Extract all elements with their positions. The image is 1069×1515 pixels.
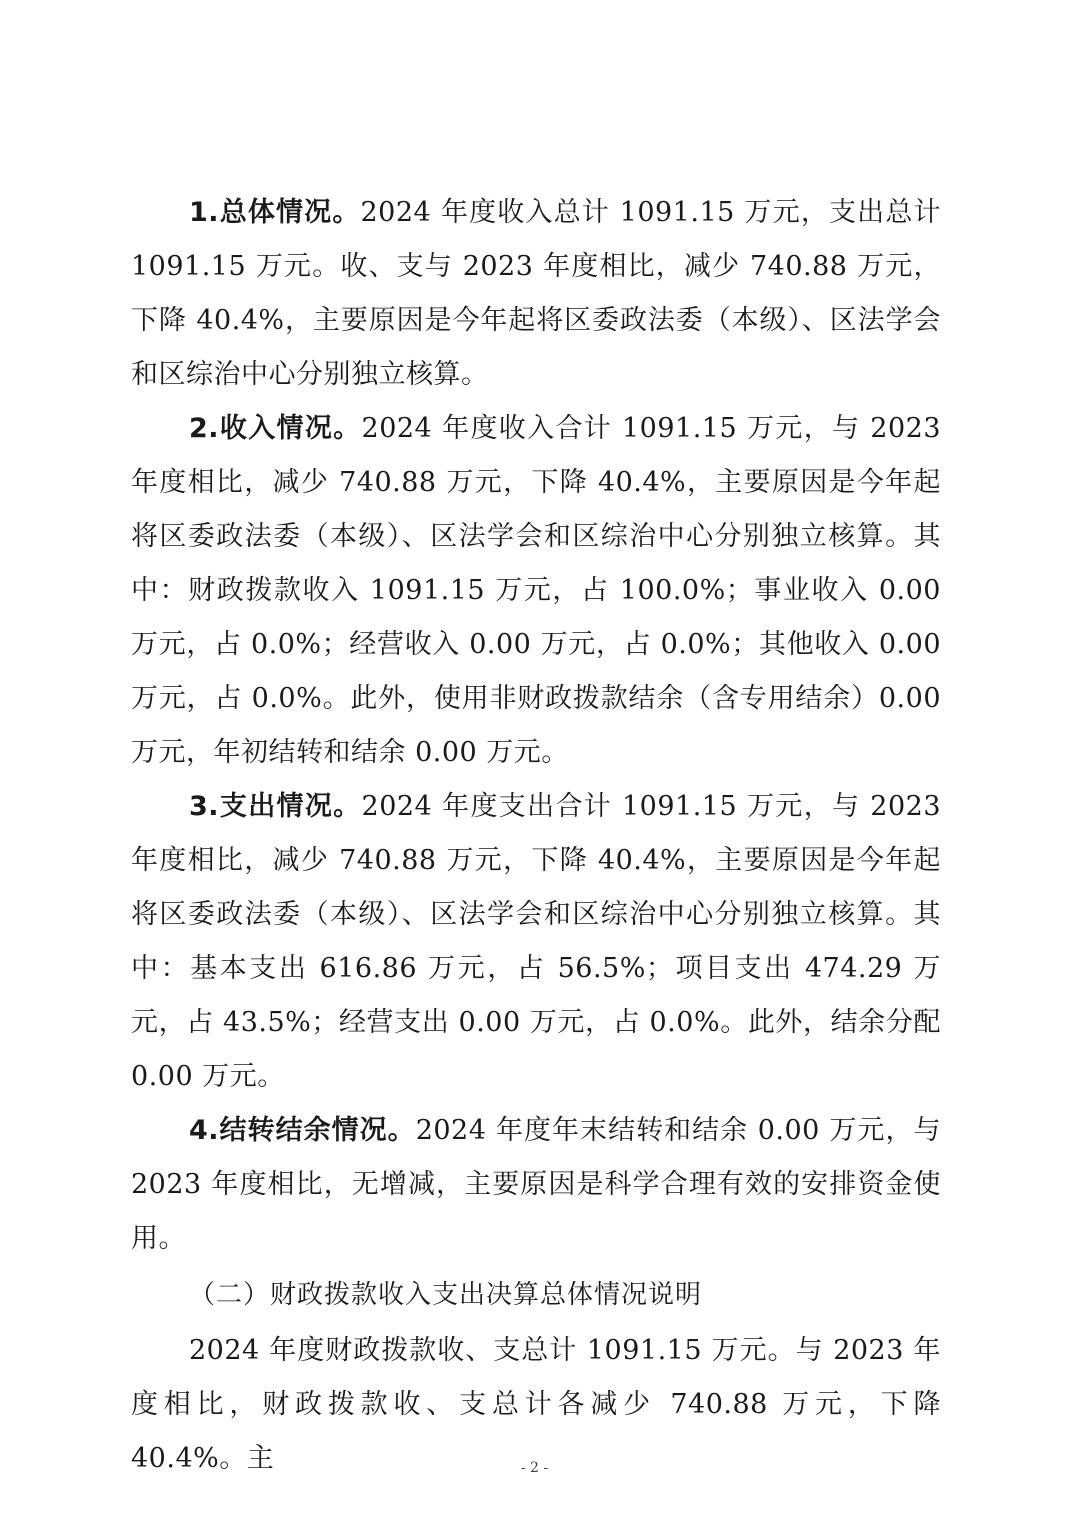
paragraph-text: 2024 年度支出合计 1091.15 万元，与 2023 年度相比，减少 740.88 万元，下降 40.4%，主要原因是今年起将区委政法委（本级）、区法学会和区综治中心分别独立核算。其中：基本支出 616.86 万元，占 56.5%；项目支出 474.29 万元，占 43.5%；经营支出 0.00 万元，占 0.0%。此外，结余分配 0.00 万元。 [131,791,941,1092]
paragraph-expenditure [131,780,941,1104]
paragraph-carryover [131,1104,941,1266]
paragraph-overall [131,186,941,402]
paragraph-lead: 1.总体情况。 [189,197,361,228]
paragraph-text: 2024 年度年末结转和结余 0.00 万元，与 2023 年度相比，无增减，主要原因是科学合理有效的安排资金使用。 [131,1115,942,1254]
paragraph-income [131,402,941,780]
paragraph-lead: 4.结转结余情况。 [189,1115,416,1146]
paragraph-text: 2024 年度收入总计 1091.15 万元，支出总计 1091.15 万元。收、支与 2023 年度相比，减少 740.88 万元，下降 40.4%，主要原因是今年起将区委政法委（本级）、区法学会和区综治中心分别独立核算。 [131,197,941,390]
page-number: - 2 - [520,1460,549,1476]
document-body [131,186,941,1486]
paragraph-lead: 2.收入情况。 [189,413,362,444]
paragraph-fiscal-summary: 2024 年度财政拨款收、支总计 1091.15 万元。与 2023 年度相比，财政拨款收、支总计各减少 740.88 万元，下降 40.4%。主 [131,1335,941,1474]
paragraph-text: 2024 年度收入合计 1091.15 万元，与 2023 年度相比，减少 740.88 万元，下降 40.4%，主要原因是今年起将区委政法委（本级）、区法学会和区综治中心分别独立核算。其中：财政拨款收入 1091.15 万元，占 100.0%；事业收入 0.00 万元，占 0.0%；经营收入 0.00 万元，占 0.0%；其他收入 0.00 万元，占 0.0%。此外，使用非财政拨款结余（含专用结余）0.00 万元，年初结转和结余 0.00 万元。 [131,413,941,768]
section-heading: （二）财政拨款收入支出决算总体情况说明 [189,1280,703,1310]
paragraph-lead: 3.支出情况。 [189,791,362,822]
